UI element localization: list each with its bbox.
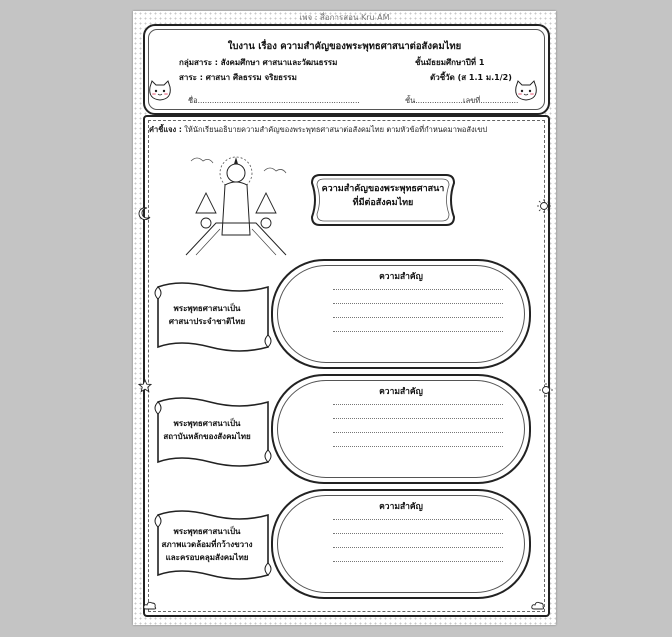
answer-title-2: ความสำคัญ <box>379 387 423 397</box>
answer-line[interactable] <box>333 418 503 419</box>
answer-line[interactable] <box>333 547 503 548</box>
answer-line[interactable] <box>333 317 503 318</box>
worksheet-title: ใบงาน เรื่อง ความสำคัญของพระพุทธศาสนาต่อสังคมไทย <box>227 41 462 52</box>
number-field[interactable]: เลขที่................ <box>463 96 519 105</box>
scroll-3-line-2: สภาพแวดล้อมที่กว้างขวาง <box>161 540 253 549</box>
scroll-2-line-2: สถาบันหลักของสังคมไทย <box>163 432 251 441</box>
instructions <box>149 124 544 136</box>
sun-icon <box>539 383 553 397</box>
answer-line[interactable] <box>333 432 503 433</box>
cloud-icon <box>143 599 157 613</box>
star-icon <box>138 379 152 393</box>
topic-banner <box>308 182 458 210</box>
sun-icon <box>537 199 551 213</box>
scroll-1-line-1: พระพุทธศาสนาเป็น <box>173 304 241 313</box>
answer-title-1: ความสำคัญ <box>379 272 423 282</box>
answer-line[interactable] <box>333 561 503 562</box>
strand: สาระ : ศาสนา ศีลธรรม จริยธรรม <box>179 73 297 82</box>
answer-area-3 <box>271 489 531 599</box>
topic-line-2: ที่มีต่อสังคมไทย <box>352 198 414 208</box>
answer-line[interactable] <box>333 331 503 332</box>
scroll-label-1 <box>153 302 261 328</box>
answer-line[interactable] <box>333 289 503 290</box>
worksheet-page <box>133 11 556 625</box>
cat-left-icon <box>147 79 173 103</box>
cloud-icon <box>531 599 545 613</box>
grade-level: ชั้นมัธยมศึกษาปีที่ 1 <box>415 58 485 67</box>
instructions-text: ให้นักเรียนอธิบายความสำคัญของพระพุทธศาสนาต่อสังคมไทย ตามหัวข้อที่กำหนดมาพอสังเขป <box>184 125 488 134</box>
answer-title-3: ความสำคัญ <box>379 502 423 512</box>
instructions-label: คำชี้แจง : <box>149 125 182 134</box>
answer-line[interactable] <box>333 446 503 447</box>
scroll-3-line-1: พระพุทธศาสนาเป็น <box>173 527 241 536</box>
scroll-1-line-2: ศาสนาประจำชาติไทย <box>168 317 246 326</box>
subject-group: กลุ่มสาระ : สังคมศึกษา ศาสนาและวัฒนธรรม <box>179 58 338 67</box>
page-credit: เพจ : สื่อการสอน Kru AM <box>299 13 390 22</box>
answer-line[interactable] <box>333 519 503 520</box>
answer-line[interactable] <box>333 303 503 304</box>
buddha-illustration <box>176 143 296 261</box>
scroll-2-line-1: พระพุทธศาสนาเป็น <box>173 419 241 428</box>
answer-area-2 <box>271 374 531 484</box>
scroll-3-line-3: และครอบคลุมสังคมไทย <box>165 553 249 562</box>
moon-icon <box>138 206 152 220</box>
name-field[interactable]: ชื่อ.................................................................... <box>188 96 360 105</box>
scroll-label-2 <box>153 417 261 443</box>
scroll-label-3 <box>153 525 261 564</box>
cat-right-icon <box>513 79 539 103</box>
answer-line[interactable] <box>333 404 503 405</box>
class-field[interactable]: ชั้น..................... <box>405 96 466 105</box>
answer-area-1 <box>271 259 531 369</box>
answer-line[interactable] <box>333 533 503 534</box>
topic-line-1: ความสำคัญของพระพุทธศาสนา <box>321 184 445 194</box>
indicator: ตัวชี้วัด (ส 1.1 ม.1/2) <box>430 73 512 82</box>
